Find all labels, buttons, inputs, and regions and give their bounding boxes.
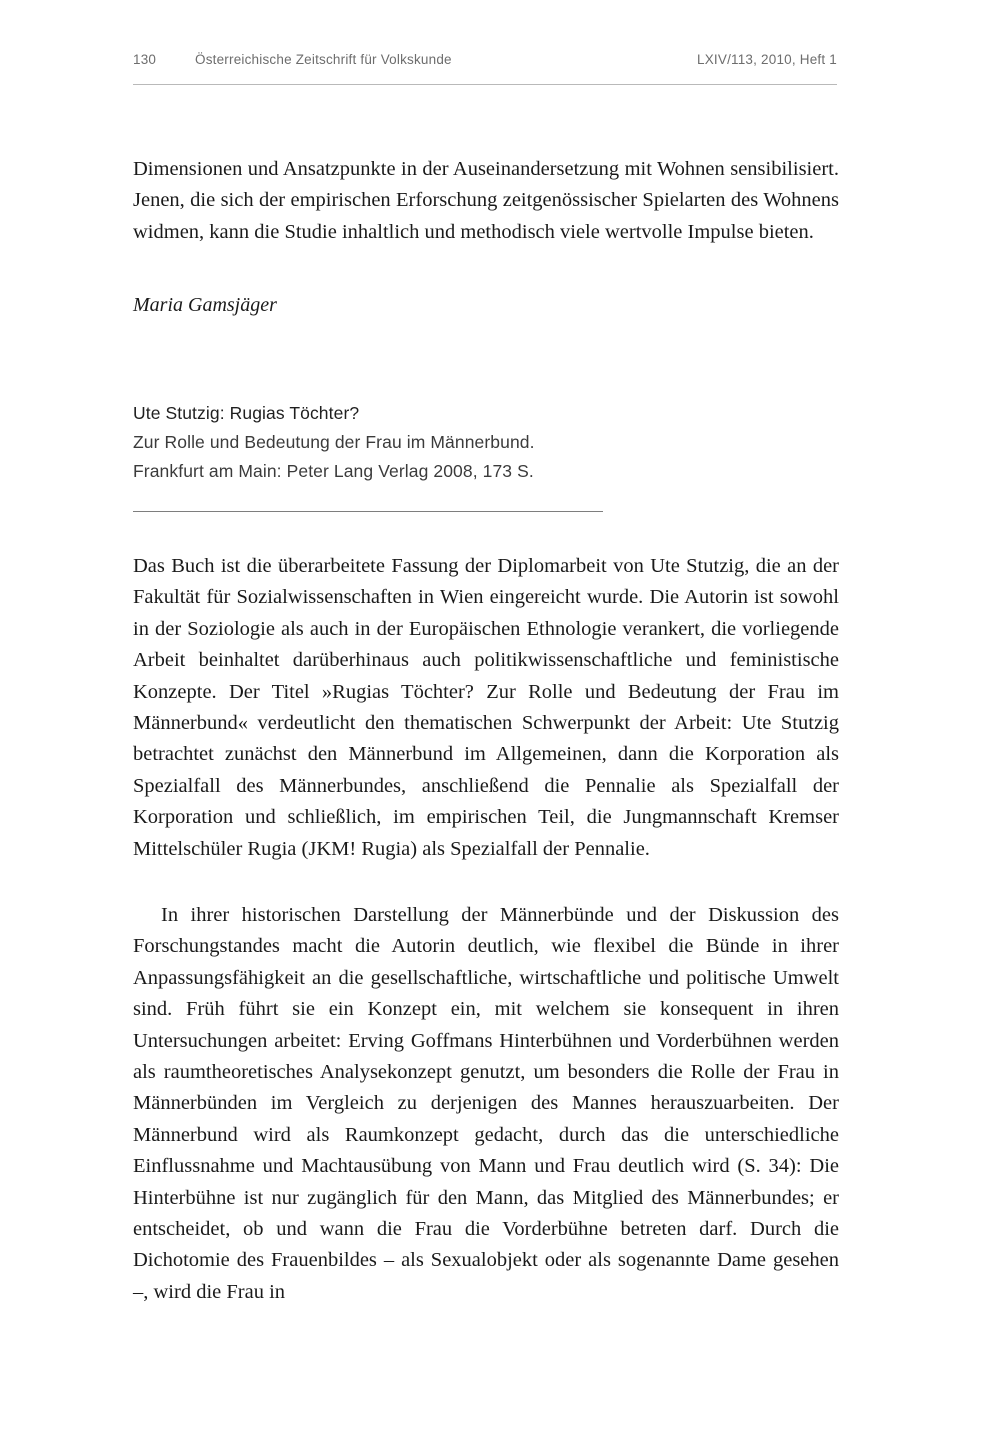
review-imprint: Frankfurt am Main: Peter Lang Verlag 2008, 173 S. [133,461,534,481]
paragraph: Das Buch ist die überarbeitete Fassung der Diplomarbeit von Ute Stutzig, die an der Fakultät für Sozialwissenschaften in Wien eingereicht wurde. Die Autorin ist sowohl in der Soziologie als auch in der Europäischen Ethnologie verankert, die vorliegende Arbeit beinhaltet darüberhinaus auch politikwissenschaftliche und feministische Konzepte. Der Titel »Rugias Töchter? Zur Rolle und Bedeutung der Frau im Männerbund« verdeutlicht den thematischen Schwerpunkt der Arbeit: Ute Stutzig betrachtet zunächst den Männerbund im Allgemeinen, dann die Korporation als Spezialfall des Männerbundes, anschließend die Pennalie als Spezialfall der Korporation und schließlich, im empirischen Teil, die Jungmannschaft Kremser Mittelschüler Rugia (JKM! Rugia) als Spezialfall der Pennalie. [133,555,839,860]
review-body-paragraph-1 [133,551,839,865]
paragraph: Dimensionen und Ansatzpunkte in der Auseinandersetzung mit Wohnen sensibilisiert. Jenen, die sich der empirischen Erforschung zeitgenössischer Spielarten des Wohnens widmen, kann die Studie inhaltlich und methodisch viele wertvolle Impulse bieten. [133,158,839,243]
review-heading [133,399,839,486]
header-rule [133,84,837,85]
page-number: 130 [133,52,157,67]
review-rule [133,511,603,512]
previous-review-signature [133,290,839,320]
previous-review-closing [133,154,839,248]
paragraph: In ihrer historischen Darstellung der Männerbünde und der Diskussion des Forschungstandes macht die Autorin deutlich, wie flexibel die Bünde in ihrer Anpassungsfähigkeit an die gesellschaftliche, wirtschaftliche und politische Umwelt sind. Früh führt sie ein Konzept ein, mit welchem sie konsequent in ihren Untersuchungen arbeitet: Erving Goffmans Hinterbühnen und Vorderbühnen werden als raumtheoretisches Analysekonzept genutzt, um besonders die Rolle der Frau in Männerbünden im Vergleich zu derjenigen des Mannes herauszuarbeiten. Der Männerbund wird als Raumkonzept gedacht, durch das die unterschiedliche Einflussnahme und Machtausübung von Mann und Frau deutlich wird (S. 34): Die Hinterbühne ist nur zugänglich für den Mann, das Mitglied des Männerbundes; er entscheidet, ob und wann die Frau die Vorderbühne betreten darf. Durch die Dichotomie des Frauenbildes – als Sexualobjekt oder als sogenannte Dame gesehen –, wird die Frau in [133,904,839,1303]
running-head [133,52,837,67]
review-title: Ute Stutzig: Rugias Töchter? [133,403,360,423]
reviewer-name: Maria Gamsjäger [133,294,277,316]
review-body-paragraph-2 [133,900,839,1308]
journal-title: Österreichische Zeitschrift für Volkskunde [195,52,452,67]
review-subtitle: Zur Rolle und Bedeutung der Frau im Männerbund. [133,432,535,452]
issue-info: LXIV/113, 2010, Heft 1 [697,52,837,67]
